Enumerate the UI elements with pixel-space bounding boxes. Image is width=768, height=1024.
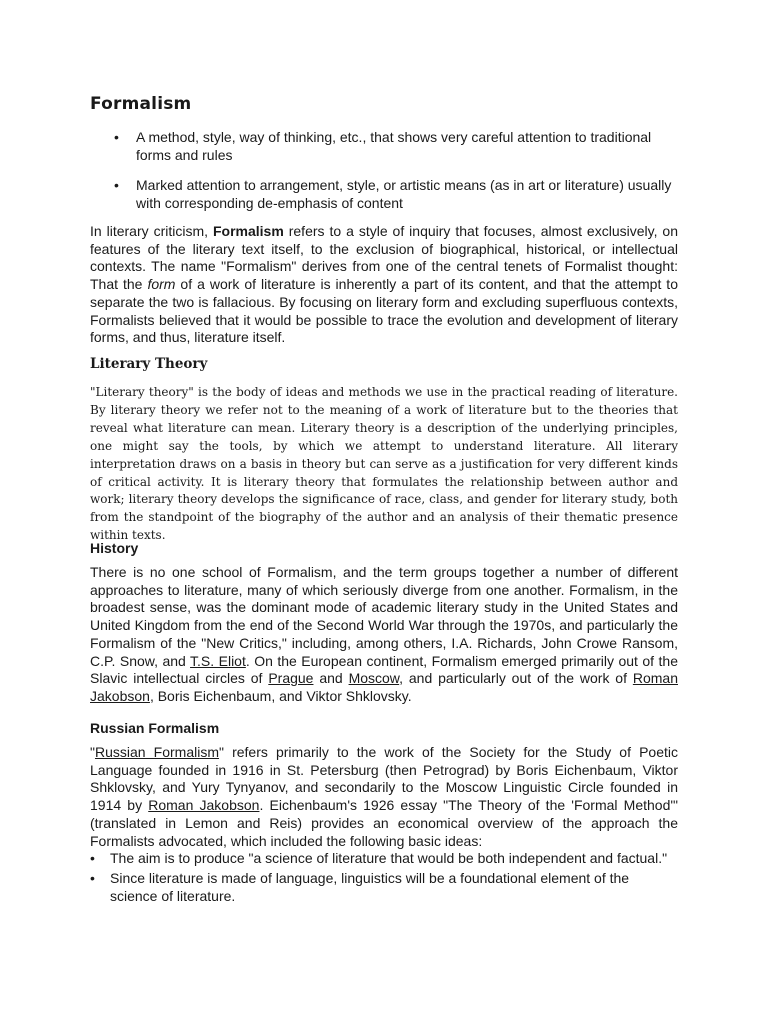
link-moscow[interactable]: Moscow	[348, 670, 400, 687]
basic-ideas-list	[90, 849, 678, 907]
link-roman-jakobson[interactable]: Roman Jakobson	[90, 670, 678, 704]
definition-item: • Marked attention to arrangement, style, or artistic means (as in art or literature) usually with corresponding de-emphasis of content	[114, 176, 676, 212]
russian-formalism-paragraph: "Russian Formalism" refers primarily to the work of the Society for the Study of Poetic Language founded in 1916 in St. Petersburg (then Petrograd) by Boris Eichenbaum, Viktor Shklovsky, and Yury Tynyanov, and secondarily to the Moscow Linguistic Circle founded in 1914 by Roman Jakobson. Eichenbaum's 1926 essay "The Theory of the 'Formal Method'" (translated in Lemon and Reis) provides an economical overview of the approach the Formalists advocated, which included the following basic ideas:	[90, 744, 679, 849]
literary-theory-heading: Literary Theory	[90, 356, 208, 372]
link-ts-eliot[interactable]: T.S. Eliot	[190, 652, 246, 669]
literary-theory-paragraph: "Literary theory" is the body of ideas and methods we use in the practical reading of literature. By literary theory we refer not to the meaning of a work of literature but to the theories that reveal what literature can mean. Literary theory is a description of the underlying principles, one might say the tools, by which we attempt to understand literature. All literary interpretation draws on a basis in theory but can serve as a justification for very different kinds of critical activity. It is literary theory that formulates the relationship between author and work; literary theory develops the significance of race, class, and gender for literary study, both from the standpoint of the biography of the author and an analysis of their thematic presence within texts.	[90, 385, 678, 543]
formalism-term: Formalism	[212, 223, 284, 239]
basic-idea-item: • Since literature is made of language, linguistics will be a foundational element of the science of literature.	[90, 869, 678, 905]
history-paragraph: There is no one school of Formalism, and the term groups together a number of different approaches to literature, many of which seriously diverge from one another. Formalism, in the broadest sense, was the dominant mode of academic literary study in the United States and United Kingdom from the end of the Second World War through the 1970s, and particularly the Formalism of the "New Critics," including, among others, I.A. Richards, John Crowe Ransom, C.P. Snow, and T.S. Eliot. On the European continent, Formalism emerged primarily out of the Slavic intellectual circles of Prague and Moscow, and particularly out of the work of Roman Jakobson, Boris Eichenbaum, and Viktor Shklovsky.	[90, 564, 678, 704]
page-title: Formalism	[90, 94, 192, 114]
definition-list	[114, 128, 676, 224]
link-russian-formalism[interactable]: Russian Formalism	[94, 744, 220, 760]
intro-paragraph: In literary criticism, Formalism refers to a style of inquiry that focuses, almost exclusively, on features of the literary text itself, to the exclusion of biographical, historical, or intellectual contexts. The name "Formalism" derives from one of the central tenets of Formalist thought: That the form of a work of literature is inherently a part of its content, and that the attempt to separate the two is fallacious. By focusing on literary form and excluding superfluous contexts, Formalists believed that it would be possible to trace the evolution and development of literary forms, and thus, literature itself.	[90, 223, 678, 346]
link-roman-jakobson-2[interactable]: Roman Jakobson	[148, 797, 260, 814]
definition-item: • A method, style, way of thinking, etc., that shows very careful attention to traditional forms and rules	[114, 128, 676, 164]
link-prague[interactable]: Prague	[268, 670, 314, 687]
form-term: form	[147, 276, 176, 293]
russian-formalism-heading: Russian Formalism	[90, 720, 220, 736]
basic-idea-item: • The aim is to produce "a science of literature that would be both independent and factual."	[90, 849, 678, 867]
history-heading: History	[90, 540, 139, 556]
